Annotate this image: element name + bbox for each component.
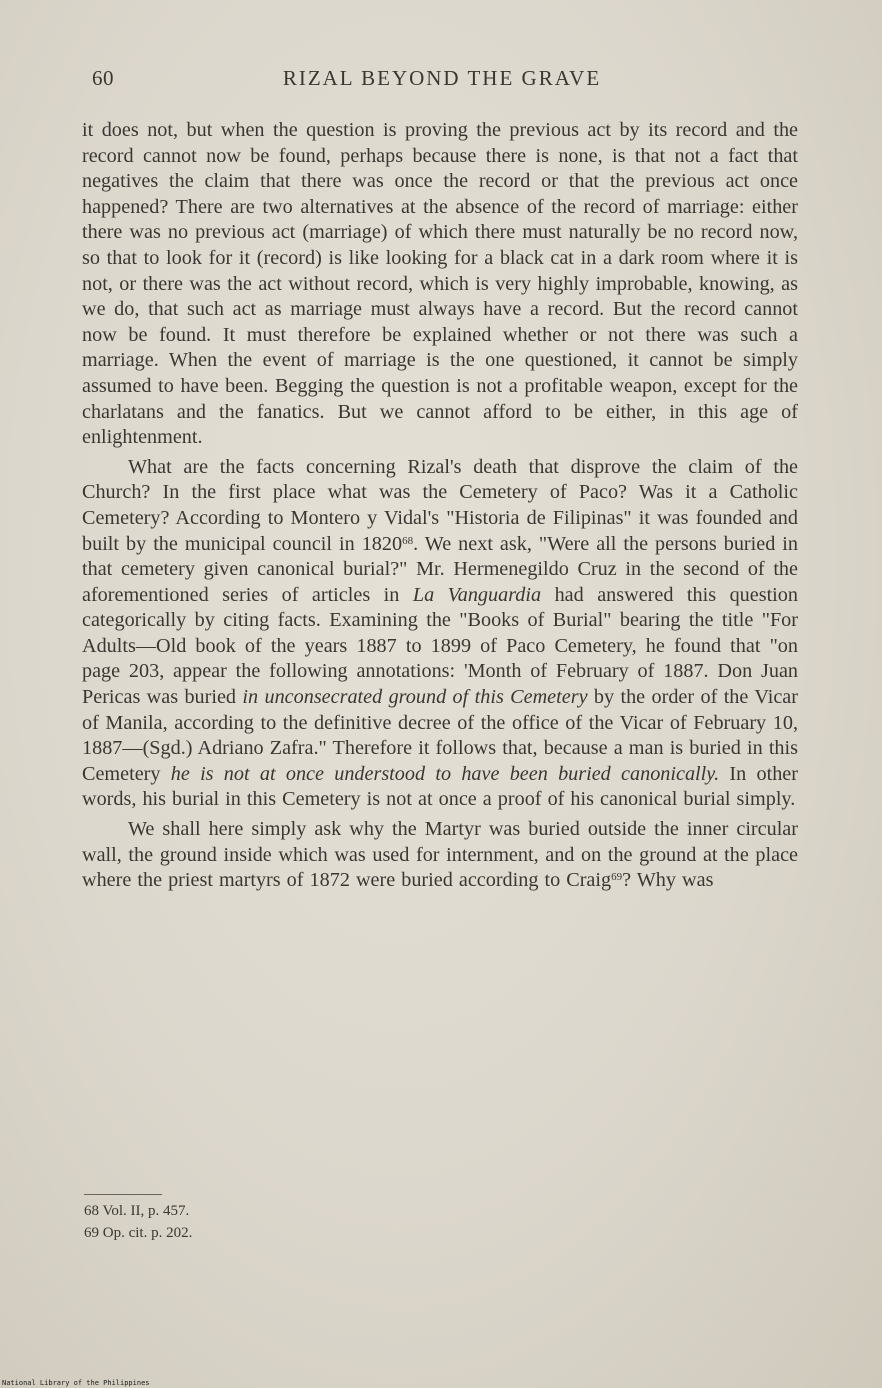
canonically-phrase: he is not at once understood to have been buried canonically.	[170, 762, 720, 785]
footnotes	[84, 1200, 192, 1244]
la-vanguardia-title: La Vanguardia	[412, 583, 542, 606]
paragraph-2-text-e: In other words, his burial in this Cemetery is not at once a proof of his canonical burial simply.	[82, 762, 798, 811]
footnote-69: 69 Op. cit. p. 202.	[84, 1225, 193, 1241]
paragraph-2	[82, 455, 798, 813]
paragraph-1: it does not, but when the question is proving the previous act by its record and the record cannot now be found, perhaps because there is none, is that not a fact that negatives the claim that there was once the record or that the previous act once happened? There are two alternatives at the absence of the record of marriage: either there was no previous act (marriage) of which there must naturally be no record now, so that to look for it (record) is like looking for a black cat in a dark room where it is not, or there was the act without record, which is very highly improbable, knowing, as we do, that such act as marriage must always have a record. But the record cannot now be found. It must therefore be explained whether or not there was such a marriage. When the event of marriage is the one questioned, it cannot be simply assumed to have been. Begging the question is not a profitable weapon, except for the charlatans and the fanatics. But we cannot afford to be either, in this age of enlightenment.	[82, 119, 798, 449]
library-credit: National Library of the Philippines	[2, 1379, 150, 1387]
paragraph-2-text-d: by the order of the Vicar of Manila, according to the definitive decree of the office of the Vicar of February 10, 1887—(Sgd.) Adriano Zafra." Therefore it follows that, because a man is buried in this Cemetery	[82, 686, 798, 785]
paragraph-3-text-a: We shall here simply ask why the Martyr was buried outside the inner circular wall, the ground inside which was used for internment, and on the ground at the place where the priest martyrs of 1872 were buried according to Craig	[82, 818, 798, 892]
footnote-ref-68: 68	[402, 534, 414, 547]
paragraph-3-text-b: ? Why was	[622, 869, 714, 892]
unconsecrated-ground-phrase: in unconsecrated ground of this Cemetery	[242, 686, 588, 709]
paragraph-2-text-a: What are the facts concerning Rizal's death that disprove the claim of the Church? In the first place what was the Cemetery of Paco? Was it a Catholic Cemetery? According to Montero y Vidal's "Historia de Filipinas" it was founded and built by the municipal council in 1820	[82, 455, 798, 555]
page-number: 60	[92, 66, 114, 90]
running-head: RIZAL BEYOND THE GRAVE	[282, 66, 602, 90]
paragraph-2-text-b: . We next ask, "Were all the persons buried in that cemetery given canonical burial?" Mr. Hermenegildo Cruz in the second of the aforementioned series of articles in	[82, 532, 798, 606]
paragraph-3	[82, 817, 798, 894]
footnote-68: 68 Vol. II, p. 457.	[84, 1203, 190, 1219]
paragraph-2-text-c: had answered this question categorically by citing facts. Examining the "Books of Burial" bearing the title "For Adults—Old book of the years 1887 to 1899 of Paco Cemetery, he found that "on page 203, appear the following annotations: 'Month of February of 1887. Don Juan Pericas was buried	[82, 583, 798, 709]
footnote-divider	[84, 1194, 162, 1195]
footnote-ref-69: 69	[611, 871, 623, 884]
page-header	[82, 66, 802, 96]
body-text	[82, 118, 798, 894]
